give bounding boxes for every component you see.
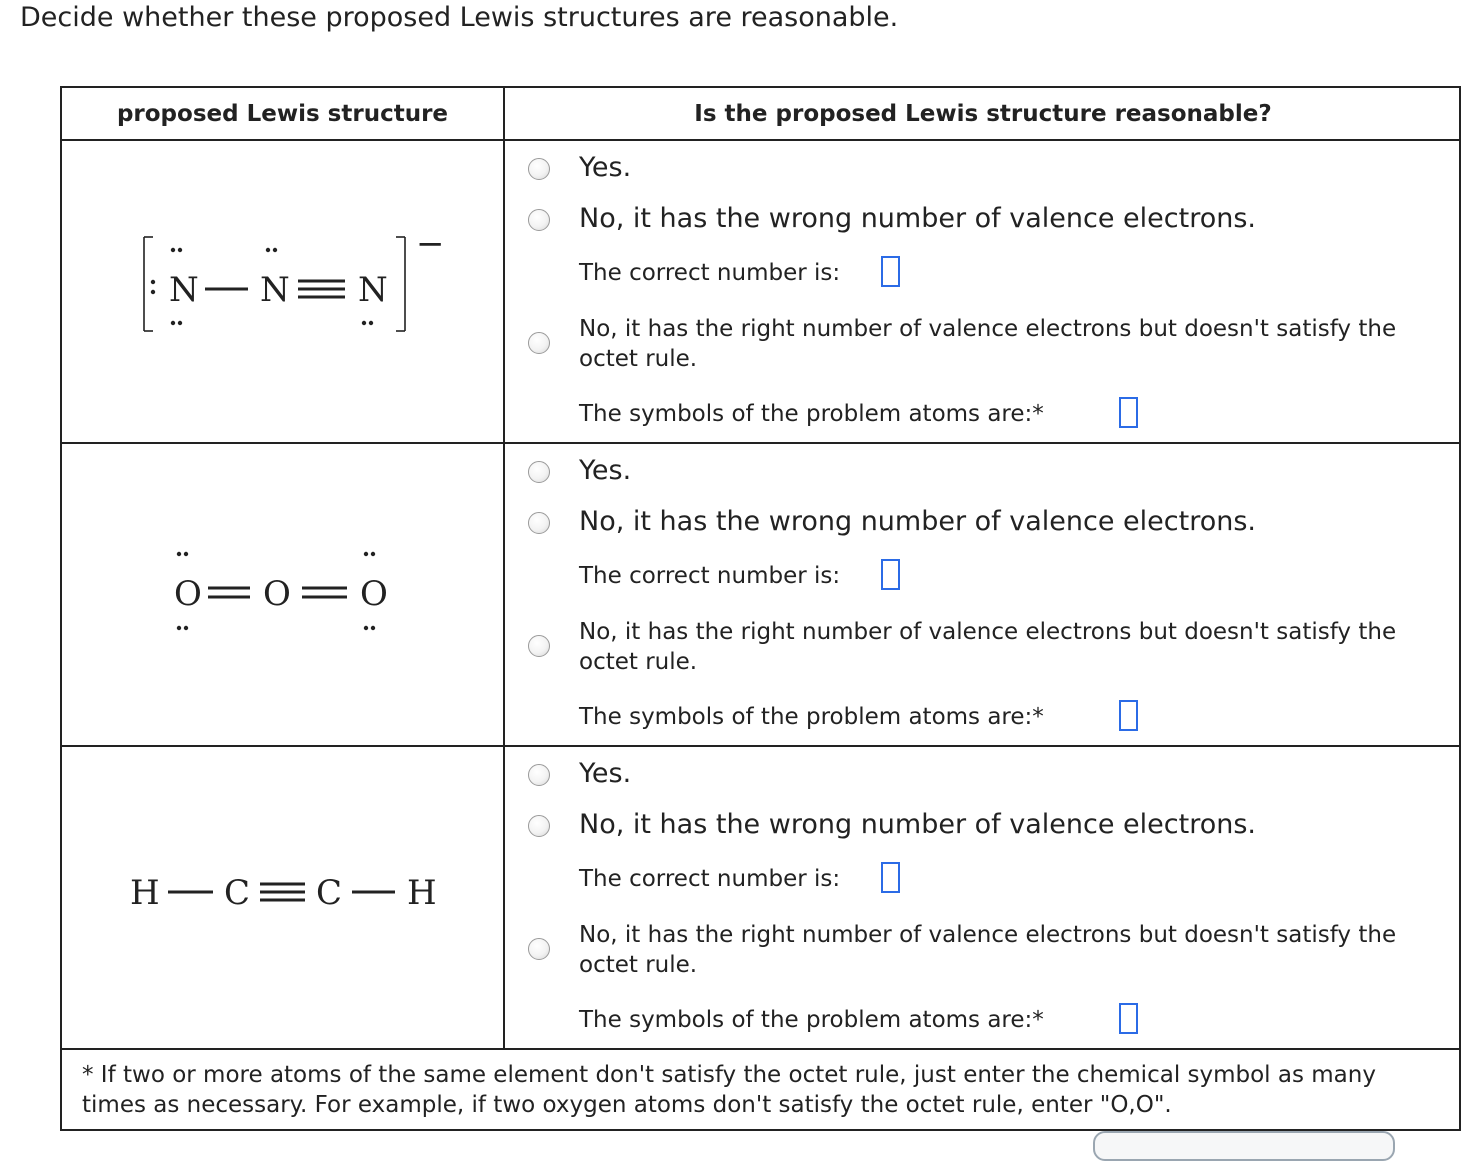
option-wrong-valence-label: No, it has the wrong number of valence electrons.	[579, 506, 1256, 537]
atom-n-left: N	[169, 270, 199, 310]
option-wrong-valence-label: No, it has the wrong number of valence electrons.	[579, 203, 1256, 234]
answer-options	[505, 141, 1459, 442]
radio-wrong-valence[interactable]	[528, 815, 550, 837]
answer-options	[505, 444, 1459, 745]
option-yes-label: Yes.	[579, 758, 632, 789]
option-octet-label-line2: octet rule.	[579, 346, 698, 372]
option-octet-label-line2: octet rule.	[579, 649, 698, 675]
correct-number-input[interactable]	[881, 256, 900, 287]
lewis-structure-o3	[62, 444, 503, 745]
atom-c-left: C	[224, 873, 251, 913]
radio-wrong-valence[interactable]	[528, 209, 550, 231]
problem-atoms-label: The symbols of the problem atoms are:*	[579, 401, 1044, 427]
radio-yes[interactable]	[528, 461, 550, 483]
radio-octet-rule[interactable]	[528, 938, 550, 960]
radio-wrong-valence[interactable]	[528, 512, 550, 534]
option-octet-label-line1: No, it has the right number of valence electrons but doesn't satisfy the	[579, 316, 1397, 342]
footnote-divider	[62, 1048, 1459, 1050]
option-wrong-valence-label: No, it has the wrong number of valence electrons.	[579, 809, 1256, 840]
footnote-line2: times as necessary. For example, if two oxygen atoms don't satisfy the octet rule, enter "O,O".	[82, 1092, 1172, 1118]
footnote-line1: * If two or more atoms of the same element don't satisfy the octet rule, just enter the chemical symbol as many	[82, 1062, 1376, 1088]
column-header-reasonable: Is the proposed Lewis structure reasonable?	[694, 101, 1272, 127]
radio-octet-rule[interactable]	[528, 332, 550, 354]
atom-h-left: H	[130, 873, 160, 913]
option-yes-label: Yes.	[579, 455, 632, 486]
left-bracket	[144, 237, 153, 331]
double-bond-right	[302, 588, 347, 597]
option-octet-label-line1: No, it has the right number of valence electrons but doesn't satisfy the	[579, 619, 1397, 645]
option-yes-label: Yes.	[579, 152, 632, 183]
correct-number-label: The correct number is:	[579, 563, 841, 589]
atom-o-right: O	[360, 574, 388, 614]
correct-number-input[interactable]	[881, 559, 900, 590]
lewis-structure-n3-minus	[62, 141, 503, 442]
radio-yes[interactable]	[528, 764, 550, 786]
table-row	[62, 444, 1459, 745]
correct-number-input[interactable]	[881, 862, 900, 893]
right-bracket	[396, 237, 405, 331]
problem-atoms-input[interactable]	[1119, 1003, 1138, 1034]
problem-atoms-label: The symbols of the problem atoms are:*	[579, 704, 1044, 730]
action-button-edge[interactable]	[1093, 1131, 1395, 1161]
problem-atoms-input[interactable]	[1119, 397, 1138, 428]
double-bond-left	[208, 588, 250, 597]
table-row	[62, 141, 1459, 442]
atom-h-right: H	[407, 873, 437, 913]
problem-atoms-input[interactable]	[1119, 700, 1138, 731]
option-octet-label-line2: octet rule.	[579, 952, 698, 978]
radio-yes[interactable]	[528, 158, 550, 180]
option-octet-label-line1: No, it has the right number of valence electrons but doesn't satisfy the	[579, 922, 1397, 948]
radio-octet-rule[interactable]	[528, 635, 550, 657]
answer-options	[505, 747, 1459, 1048]
column-header-structure: proposed Lewis structure	[116, 101, 449, 127]
atom-n-right: N	[358, 270, 388, 310]
correct-number-label: The correct number is:	[579, 260, 841, 286]
footnote	[82, 1060, 1452, 1120]
problem-atoms-label: The symbols of the problem atoms are:*	[579, 1007, 1044, 1033]
correct-number-label: The correct number is:	[579, 866, 841, 892]
lewis-structure-table	[60, 86, 1461, 1131]
atom-o-center: O	[263, 574, 291, 614]
atom-c-right: C	[316, 873, 343, 913]
atom-n-center: N	[260, 270, 290, 310]
atom-o-left: O	[174, 574, 202, 614]
table-row	[62, 747, 1459, 1048]
lewis-structure-c2h2	[62, 747, 503, 1048]
triple-bond	[260, 884, 305, 900]
triple-bond	[298, 281, 345, 297]
ion-charge: −	[416, 224, 445, 264]
question-prompt: Decide whether these proposed Lewis structures are reasonable.	[20, 2, 899, 33]
